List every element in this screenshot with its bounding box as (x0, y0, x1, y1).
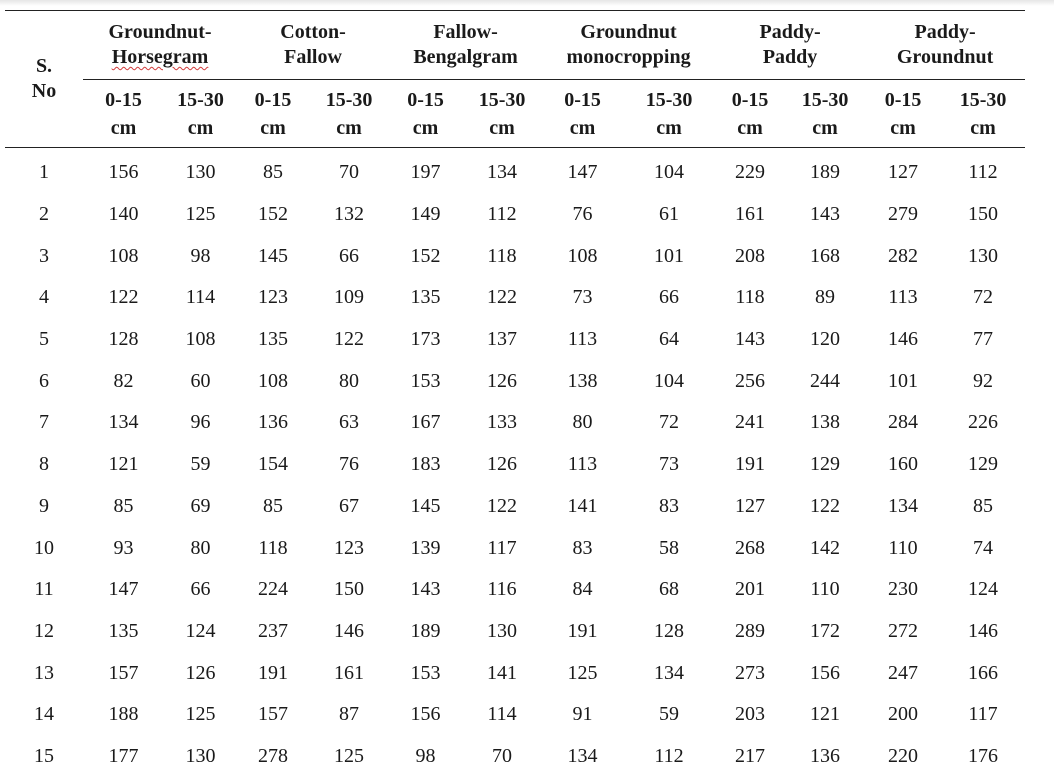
table-cell: 77 (941, 319, 1025, 361)
table-cell: 134 (865, 486, 941, 528)
depth-unit: cm (656, 117, 682, 139)
table-cell: 61 (623, 194, 715, 236)
depth-header-0-15 (237, 80, 309, 148)
table-row (5, 402, 1025, 444)
sno-header (5, 11, 83, 148)
table-cell: 108 (237, 360, 309, 402)
table-cell: 134 (623, 652, 715, 694)
table-cell: 152 (389, 235, 462, 277)
table-cell: 126 (462, 444, 542, 486)
depth-unit: cm (413, 117, 439, 139)
table-cell: 268 (715, 527, 785, 569)
table-cell: 153 (389, 652, 462, 694)
table-cell: 127 (865, 148, 941, 194)
table-cell: 125 (164, 694, 237, 736)
table-cell: 247 (865, 652, 941, 694)
table-cell: 197 (389, 148, 462, 194)
table-cell: 72 (941, 277, 1025, 319)
table-cell: 256 (715, 360, 785, 402)
table-cell: 58 (623, 527, 715, 569)
table-cell: 145 (389, 486, 462, 528)
table-header (5, 11, 1025, 148)
table-cell: 127 (715, 486, 785, 528)
depth-header-15-30 (309, 80, 389, 148)
table-cell: 289 (715, 611, 785, 653)
table-cell: 230 (865, 569, 941, 611)
table-cell: 166 (941, 652, 1025, 694)
depth-range: 0-15 (105, 89, 142, 111)
soil-data-table (5, 10, 1025, 777)
group-header-cotton-fallow (237, 11, 389, 80)
table-cell: 134 (83, 402, 164, 444)
table-cell: 117 (462, 527, 542, 569)
table-cell: 122 (83, 277, 164, 319)
table-cell: 140 (83, 194, 164, 236)
group-title-line1: Cotton- (280, 21, 346, 43)
depth-unit: cm (260, 117, 286, 139)
table-cell: 176 (941, 736, 1025, 777)
table-cell: 118 (237, 527, 309, 569)
table-cell: 141 (462, 652, 542, 694)
table-cell: 93 (83, 527, 164, 569)
table-row (5, 569, 1025, 611)
sno-label-line2: No (32, 80, 56, 102)
table-cell: 96 (164, 402, 237, 444)
table-cell: 160 (865, 444, 941, 486)
depth-header-0-15 (83, 80, 164, 148)
table-cell: 114 (164, 277, 237, 319)
group-header-groundnut-monocropping (542, 11, 715, 80)
table-cell: 67 (309, 486, 389, 528)
depth-range: 0-15 (564, 89, 601, 111)
table-cell: 109 (309, 277, 389, 319)
table-cell: 191 (237, 652, 309, 694)
table-cell: 69 (164, 486, 237, 528)
group-title-line1: Paddy- (759, 21, 820, 43)
table-cell: 135 (83, 611, 164, 653)
table-cell: 272 (865, 611, 941, 653)
table-cell: 147 (542, 148, 623, 194)
row-number-cell: 11 (5, 569, 83, 611)
table-cell: 278 (237, 736, 309, 777)
row-number-cell: 9 (5, 486, 83, 528)
table-cell: 130 (462, 611, 542, 653)
row-number-cell: 1 (5, 148, 83, 194)
depth-range: 15-30 (802, 89, 849, 111)
table-cell: 237 (237, 611, 309, 653)
table-cell: 70 (462, 736, 542, 777)
table-cell: 63 (309, 402, 389, 444)
depth-unit: cm (970, 117, 996, 139)
table-cell: 229 (715, 148, 785, 194)
table-cell: 116 (462, 569, 542, 611)
row-number-cell: 8 (5, 444, 83, 486)
depth-header-0-15 (715, 80, 785, 148)
table-cell: 132 (309, 194, 389, 236)
table-cell: 173 (389, 319, 462, 361)
group-title-line2: monocropping (566, 46, 690, 68)
group-title-line2: Horsegram (112, 46, 209, 68)
table-cell: 134 (542, 736, 623, 777)
table-cell: 120 (785, 319, 865, 361)
table-cell: 122 (462, 277, 542, 319)
table-cell: 150 (309, 569, 389, 611)
table-cell: 126 (462, 360, 542, 402)
depth-range: 0-15 (407, 89, 444, 111)
table-row (5, 611, 1025, 653)
table-cell: 130 (164, 736, 237, 777)
group-title-line2: Fallow (284, 46, 342, 68)
table-cell: 146 (865, 319, 941, 361)
depth-range: 15-30 (479, 89, 526, 111)
table-cell: 124 (164, 611, 237, 653)
table-cell: 224 (237, 569, 309, 611)
group-header-groundnut-horsegram (83, 11, 237, 80)
depth-header-15-30 (941, 80, 1025, 148)
table-cell: 156 (785, 652, 865, 694)
table-cell: 149 (389, 194, 462, 236)
table-cell: 108 (83, 235, 164, 277)
group-title-line2: Groundnut (897, 46, 993, 68)
table-cell: 121 (83, 444, 164, 486)
table-cell: 72 (623, 402, 715, 444)
depth-range: 0-15 (732, 89, 769, 111)
table-cell: 130 (164, 148, 237, 194)
table-cell: 152 (237, 194, 309, 236)
table-cell: 172 (785, 611, 865, 653)
table-cell: 114 (462, 694, 542, 736)
table-cell: 125 (542, 652, 623, 694)
table-cell: 156 (83, 148, 164, 194)
depth-unit: cm (188, 117, 214, 139)
row-number-cell: 3 (5, 235, 83, 277)
table-cell: 191 (542, 611, 623, 653)
table-cell: 122 (785, 486, 865, 528)
table-cell: 136 (237, 402, 309, 444)
table-cell: 146 (941, 611, 1025, 653)
table-cell: 138 (785, 402, 865, 444)
table-cell: 112 (462, 194, 542, 236)
row-number-cell: 15 (5, 736, 83, 777)
table-cell: 118 (462, 235, 542, 277)
table-cell: 130 (941, 235, 1025, 277)
table-cell: 59 (623, 694, 715, 736)
table-cell: 112 (623, 736, 715, 777)
table-cell: 142 (785, 527, 865, 569)
table-row (5, 194, 1025, 236)
table-cell: 156 (389, 694, 462, 736)
table-cell: 110 (785, 569, 865, 611)
table-cell: 59 (164, 444, 237, 486)
table-row (5, 148, 1025, 194)
group-title-line1: Paddy- (914, 21, 975, 43)
table-cell: 191 (715, 444, 785, 486)
table-cell: 143 (785, 194, 865, 236)
table-cell: 153 (389, 360, 462, 402)
table-cell: 208 (715, 235, 785, 277)
table-cell: 139 (389, 527, 462, 569)
depth-range: 15-30 (326, 89, 373, 111)
table-cell: 154 (237, 444, 309, 486)
table-cell: 108 (542, 235, 623, 277)
depth-range: 0-15 (255, 89, 292, 111)
group-title-line2: Paddy (763, 46, 817, 68)
table-cell: 82 (83, 360, 164, 402)
table-cell: 85 (83, 486, 164, 528)
table-cell: 80 (542, 402, 623, 444)
depth-header-15-30 (462, 80, 542, 148)
depth-header-15-30 (623, 80, 715, 148)
table-cell: 84 (542, 569, 623, 611)
table-cell: 279 (865, 194, 941, 236)
table-cell: 80 (164, 527, 237, 569)
row-number-cell: 2 (5, 194, 83, 236)
table-cell: 150 (941, 194, 1025, 236)
table-cell: 146 (309, 611, 389, 653)
table-cell: 76 (542, 194, 623, 236)
table-cell: 145 (237, 235, 309, 277)
row-number-cell: 7 (5, 402, 83, 444)
table-row (5, 486, 1025, 528)
table-cell: 73 (623, 444, 715, 486)
table-cell: 122 (462, 486, 542, 528)
table-cell: 136 (785, 736, 865, 777)
table-cell: 143 (389, 569, 462, 611)
depth-unit: cm (111, 117, 137, 139)
depth-unit: cm (570, 117, 596, 139)
table-cell: 129 (785, 444, 865, 486)
table-cell: 157 (83, 652, 164, 694)
table-cell: 168 (785, 235, 865, 277)
table-cell: 92 (941, 360, 1025, 402)
table-cell: 135 (237, 319, 309, 361)
row-number-cell: 13 (5, 652, 83, 694)
table-cell: 68 (623, 569, 715, 611)
table-cell: 113 (865, 277, 941, 319)
table-row (5, 444, 1025, 486)
table-cell: 91 (542, 694, 623, 736)
table-cell: 104 (623, 360, 715, 402)
table-cell: 143 (715, 319, 785, 361)
table-cell: 125 (164, 194, 237, 236)
depth-header-0-15 (865, 80, 941, 148)
depth-unit: cm (890, 117, 916, 139)
sno-label-line1: S. (36, 55, 52, 77)
table-row (5, 235, 1025, 277)
table-cell: 66 (164, 569, 237, 611)
table-cell: 70 (309, 148, 389, 194)
table-cell: 122 (309, 319, 389, 361)
table-cell: 73 (542, 277, 623, 319)
table-cell: 188 (83, 694, 164, 736)
table-cell: 183 (389, 444, 462, 486)
table-cell: 104 (623, 148, 715, 194)
group-title-line1: Groundnut (580, 21, 676, 43)
depth-range: 0-15 (885, 89, 922, 111)
table-cell: 244 (785, 360, 865, 402)
depth-unit: cm (812, 117, 838, 139)
table-cell: 157 (237, 694, 309, 736)
window-top-edge (0, 0, 1054, 6)
table-cell: 200 (865, 694, 941, 736)
table-cell: 226 (941, 402, 1025, 444)
table-cell: 66 (309, 235, 389, 277)
depth-range: 15-30 (177, 89, 224, 111)
table-cell: 284 (865, 402, 941, 444)
group-title-line2: Bengalgram (413, 46, 517, 68)
table-cell: 189 (389, 611, 462, 653)
table-cell: 217 (715, 736, 785, 777)
table-cell: 74 (941, 527, 1025, 569)
table-row (5, 694, 1025, 736)
group-title-line1: Groundnut- (109, 21, 212, 43)
table-cell: 83 (623, 486, 715, 528)
table-cell: 85 (237, 486, 309, 528)
table-row (5, 527, 1025, 569)
table-cell: 101 (865, 360, 941, 402)
table-cell: 85 (237, 148, 309, 194)
table-cell: 117 (941, 694, 1025, 736)
table-cell: 282 (865, 235, 941, 277)
row-number-cell: 12 (5, 611, 83, 653)
depth-header-0-15 (542, 80, 623, 148)
table-cell: 137 (462, 319, 542, 361)
table-cell: 189 (785, 148, 865, 194)
table-cell: 118 (715, 277, 785, 319)
depth-header-15-30 (164, 80, 237, 148)
table-cell: 203 (715, 694, 785, 736)
table-cell: 121 (785, 694, 865, 736)
table-cell: 80 (309, 360, 389, 402)
table-cell: 134 (462, 148, 542, 194)
table-cell: 147 (83, 569, 164, 611)
table-cell: 123 (309, 527, 389, 569)
table-cell: 135 (389, 277, 462, 319)
table-cell: 128 (83, 319, 164, 361)
depth-unit: cm (737, 117, 763, 139)
depth-unit: cm (336, 117, 362, 139)
table-cell: 113 (542, 444, 623, 486)
table-cell: 167 (389, 402, 462, 444)
table-cell: 87 (309, 694, 389, 736)
table-cell: 241 (715, 402, 785, 444)
table-cell: 133 (462, 402, 542, 444)
table-cell: 113 (542, 319, 623, 361)
header-row-depths (5, 80, 1025, 148)
table-cell: 98 (164, 235, 237, 277)
table-cell: 201 (715, 569, 785, 611)
table-cell: 64 (623, 319, 715, 361)
table-cell: 220 (865, 736, 941, 777)
depth-range: 15-30 (960, 89, 1007, 111)
table-row (5, 360, 1025, 402)
table-cell: 108 (164, 319, 237, 361)
depth-header-15-30 (785, 80, 865, 148)
table-cell: 161 (309, 652, 389, 694)
table-cell: 110 (865, 527, 941, 569)
table-cell: 161 (715, 194, 785, 236)
table-row (5, 736, 1025, 777)
row-number-cell: 4 (5, 277, 83, 319)
depth-range: 15-30 (646, 89, 693, 111)
table-cell: 138 (542, 360, 623, 402)
table-body (5, 148, 1025, 777)
row-number-cell: 10 (5, 527, 83, 569)
table-cell: 76 (309, 444, 389, 486)
depth-header-0-15 (389, 80, 462, 148)
table-cell: 60 (164, 360, 237, 402)
table-cell: 124 (941, 569, 1025, 611)
table-cell: 66 (623, 277, 715, 319)
header-row-groups (5, 11, 1025, 80)
table-cell: 89 (785, 277, 865, 319)
depth-unit: cm (489, 117, 515, 139)
table-row (5, 652, 1025, 694)
table-cell: 85 (941, 486, 1025, 528)
table-cell: 273 (715, 652, 785, 694)
table-cell: 128 (623, 611, 715, 653)
table-cell: 123 (237, 277, 309, 319)
table-cell: 112 (941, 148, 1025, 194)
row-number-cell: 14 (5, 694, 83, 736)
row-number-cell: 5 (5, 319, 83, 361)
group-title-line1: Fallow- (433, 21, 497, 43)
table-cell: 101 (623, 235, 715, 277)
table-cell: 141 (542, 486, 623, 528)
table-cell: 83 (542, 527, 623, 569)
group-header-paddy-paddy (715, 11, 865, 80)
table-cell: 125 (309, 736, 389, 777)
table-row (5, 319, 1025, 361)
table-cell: 129 (941, 444, 1025, 486)
group-header-fallow-bengalgram (389, 11, 542, 80)
table-cell: 98 (389, 736, 462, 777)
row-number-cell: 6 (5, 360, 83, 402)
table-cell: 177 (83, 736, 164, 777)
group-header-paddy-groundnut (865, 11, 1025, 80)
table-row (5, 277, 1025, 319)
table-cell: 126 (164, 652, 237, 694)
